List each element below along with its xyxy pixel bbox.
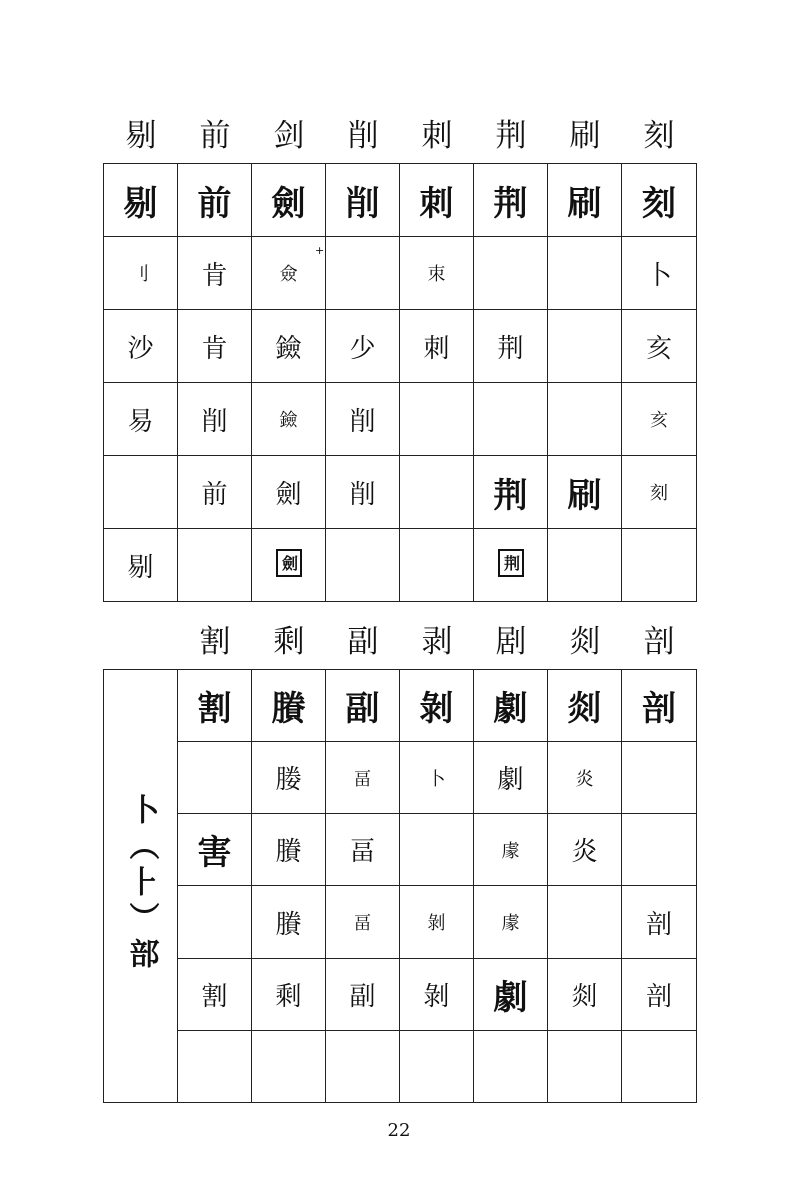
page-number: 22 xyxy=(387,1120,411,1141)
table1-header-1: 前 xyxy=(199,118,231,154)
table2-cell: 劇 xyxy=(474,742,548,814)
table2-cell xyxy=(178,1030,252,1102)
table1-cell xyxy=(548,237,622,310)
table2-cell xyxy=(548,886,622,958)
table1-row xyxy=(104,529,697,602)
table2-cell: 劇 xyxy=(474,670,548,742)
table1-cell xyxy=(474,529,548,602)
table1-cell: 刷 xyxy=(548,456,622,529)
table2-header-6: 剖 xyxy=(643,624,675,660)
table2-cell: 剖 xyxy=(622,886,697,958)
table1-header-6: 刷 xyxy=(569,118,601,154)
table2-cell xyxy=(400,1030,474,1102)
table1-cell: 僉 xyxy=(252,237,326,310)
table1-header-3: 削 xyxy=(347,118,379,154)
table1-cell xyxy=(252,529,326,602)
seal-stamp-glyph: 劍 xyxy=(276,549,302,577)
table1-cell xyxy=(104,456,178,529)
table2-grid xyxy=(103,669,697,1103)
table2-cell xyxy=(178,886,252,958)
table2-cell: 副 xyxy=(326,670,400,742)
table2-cell: 剝 xyxy=(400,958,474,1030)
table1-row xyxy=(104,456,697,529)
table2-cell: 媵 xyxy=(252,742,326,814)
table2-cell xyxy=(622,742,697,814)
table1-cell xyxy=(326,529,400,602)
table2-cell: 畐 xyxy=(326,814,400,886)
table1-cell: 鐱 xyxy=(252,310,326,383)
plus-mark-icon: + xyxy=(315,244,325,257)
table2-row xyxy=(104,670,697,742)
table1-cell: 削 xyxy=(326,164,400,237)
table2-cell: 賸 xyxy=(252,814,326,886)
table1-grid xyxy=(103,163,697,602)
table1-cell: 刻 xyxy=(622,164,697,237)
table2-cell: 割 xyxy=(178,670,252,742)
table1-cell xyxy=(548,529,622,602)
table1-cell: 肯 xyxy=(178,310,252,383)
table1-row xyxy=(104,310,697,383)
table1-cell: 削 xyxy=(326,456,400,529)
table2-cell: 劇 xyxy=(474,958,548,1030)
table1-header-4: 刺 xyxy=(421,118,453,154)
table2-cell: 剖 xyxy=(622,958,697,1030)
table2-cell: 剩 xyxy=(252,958,326,1030)
table2-cell: 剡 xyxy=(548,670,622,742)
table1-cell: 前 xyxy=(178,164,252,237)
table2-row xyxy=(104,958,697,1030)
table2-row xyxy=(104,1030,697,1102)
table1-cell: 亥 xyxy=(622,383,697,456)
table1-cell: 荆 xyxy=(474,456,548,529)
table1-cell xyxy=(326,237,400,310)
table1-cell: 剔 xyxy=(104,164,178,237)
table2-row xyxy=(104,814,697,886)
table1-cell: 易 xyxy=(104,383,178,456)
table2-cell: 副 xyxy=(326,958,400,1030)
radical-label-cell xyxy=(104,670,178,1103)
table2-header-0: 割 xyxy=(199,624,231,660)
radical-label: 卜（⺊）部 xyxy=(123,794,159,974)
table1-cell: 亥 xyxy=(622,310,697,383)
table1-header-7: 刻 xyxy=(643,118,675,154)
table2-cell: 豦 xyxy=(474,886,548,958)
table1-cell xyxy=(548,383,622,456)
table1-cell: 劍 xyxy=(252,164,326,237)
table1-cell xyxy=(400,529,474,602)
table2-cell: 豦 xyxy=(474,814,548,886)
table2-cell: 賸 xyxy=(252,670,326,742)
table2-cell xyxy=(474,1030,548,1102)
table1-header-5: 荆 xyxy=(495,118,527,154)
table2-header-4: 剧 xyxy=(495,624,527,660)
table2-cell: 炎 xyxy=(548,742,622,814)
table1-cell: 荆 xyxy=(474,310,548,383)
table2-cell: 炎 xyxy=(548,814,622,886)
table1-cell: 沙 xyxy=(104,310,178,383)
table2-header-5: 剡 xyxy=(569,624,601,660)
table2-cell: 畐 xyxy=(326,886,400,958)
table2-cell xyxy=(178,742,252,814)
table2-cell xyxy=(622,1030,697,1102)
table1-cell: 刻 xyxy=(622,456,697,529)
table1-cell: 剔 xyxy=(104,529,178,602)
table1-cell: 鐱 xyxy=(252,383,326,456)
table2-header-1: 剩 xyxy=(273,624,305,660)
table2-cell: 賸 xyxy=(252,886,326,958)
table1-cell: 肯 xyxy=(178,237,252,310)
table2-row xyxy=(104,886,697,958)
table2-row xyxy=(104,742,697,814)
table2-cell xyxy=(326,1030,400,1102)
table2-cell: 畐 xyxy=(326,742,400,814)
table1-cell: 刺 xyxy=(400,164,474,237)
table2-cell: 剝 xyxy=(400,886,474,958)
table1-cell xyxy=(400,383,474,456)
table1-cell: 荆 xyxy=(474,164,548,237)
table2-cell: 割 xyxy=(178,958,252,1030)
table1-cell: 削 xyxy=(326,383,400,456)
table1-cell: 刺 xyxy=(400,310,474,383)
table2-header-2: 副 xyxy=(347,624,379,660)
table1-cell: 劍 xyxy=(252,456,326,529)
table1-cell: 削 xyxy=(178,383,252,456)
table1-cell: 前 xyxy=(178,456,252,529)
table1-cell: 刷 xyxy=(548,164,622,237)
table1-row xyxy=(104,237,697,310)
table1-cell xyxy=(474,237,548,310)
table1-row xyxy=(104,383,697,456)
seal-stamp-glyph: 荆 xyxy=(498,549,524,577)
table1-header-2: 剑 xyxy=(273,118,305,154)
table1-cell: 刂 xyxy=(104,237,178,310)
table2-cell: 卜 xyxy=(400,742,474,814)
table1-row xyxy=(104,164,697,237)
table1-cell xyxy=(400,456,474,529)
table2-cell xyxy=(622,814,697,886)
table2-cell: 剖 xyxy=(622,670,697,742)
table2-cell xyxy=(252,1030,326,1102)
table2-cell: 害 xyxy=(178,814,252,886)
table1-cell xyxy=(474,383,548,456)
table1-cell xyxy=(622,529,697,602)
table1-cell xyxy=(178,529,252,602)
table2-cell: 剡 xyxy=(548,958,622,1030)
table2-cell xyxy=(548,1030,622,1102)
table2-cell: 剝 xyxy=(400,670,474,742)
table1-cell: 少 xyxy=(326,310,400,383)
table2-header-3: 剥 xyxy=(421,624,453,660)
table2-cell xyxy=(400,814,474,886)
table1-cell xyxy=(548,310,622,383)
table1-cell: 朿 xyxy=(400,237,474,310)
table1-header-0: 剔 xyxy=(125,118,157,154)
table1-cell: 卜 xyxy=(622,237,697,310)
